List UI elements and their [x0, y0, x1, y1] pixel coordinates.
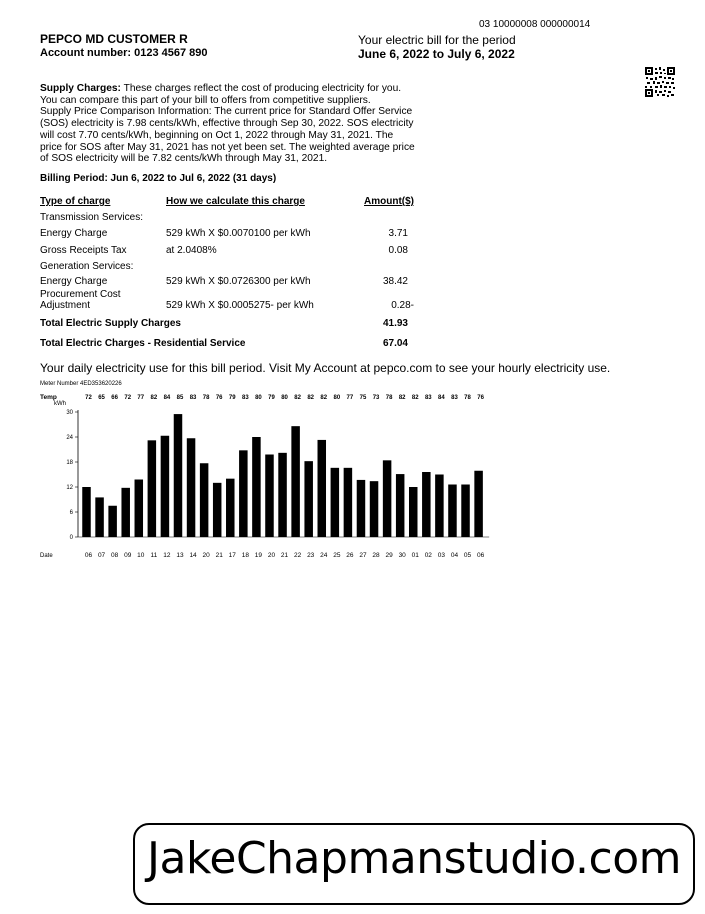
- temp-value: 83: [189, 395, 197, 401]
- supply-charges-text: [40, 83, 418, 165]
- y-tick-label: 18: [66, 460, 73, 466]
- total-charges-amount: 67.04: [382, 338, 408, 349]
- temp-value: 76: [477, 395, 484, 401]
- watermark-banner: [133, 823, 695, 905]
- usage-bar: [95, 497, 104, 537]
- temp-value: 78: [202, 395, 210, 401]
- date-tick-label: 21: [280, 552, 289, 559]
- date-tick-label: 08: [111, 552, 119, 559]
- date-tick-label: 21: [215, 552, 223, 559]
- date-tick-label: 18: [241, 552, 249, 559]
- y-tick-label: 30: [66, 410, 73, 416]
- date-tick-label: 11: [150, 552, 158, 559]
- temp-value: 83: [424, 395, 432, 401]
- date-tick-label: 07: [97, 552, 106, 559]
- total-supply-amount: 41.93: [382, 318, 408, 329]
- date-tick-label: 19: [254, 552, 263, 559]
- y-tick-label: 12: [66, 485, 73, 491]
- usage-bar: [265, 455, 274, 538]
- procurement-desc-line2: Adjustment: [40, 300, 91, 311]
- usage-bar: [435, 475, 444, 538]
- usage-bar: [448, 485, 457, 538]
- date-tick-label: 25: [333, 552, 341, 559]
- temp-value: 72: [85, 395, 92, 401]
- temp-value: 72: [124, 395, 132, 401]
- gross-receipts-amount: 0.08: [388, 245, 408, 256]
- date-tick-label: 28: [372, 552, 380, 559]
- usage-bar: [370, 481, 379, 537]
- temp-value: 65: [98, 395, 105, 401]
- temp-value: 82: [294, 395, 301, 401]
- usage-bar: [82, 487, 91, 537]
- watermark-text: JakeChapmanstudio.com: [147, 833, 681, 884]
- temp-value: 77: [137, 395, 145, 401]
- date-tick-label: 17: [228, 552, 236, 559]
- date-tick-label: 26: [346, 552, 354, 559]
- temp-value: 83: [241, 395, 249, 401]
- date-tick-label: 10: [137, 552, 145, 559]
- usage-bar: [148, 440, 157, 537]
- date-tick-label: 05: [463, 552, 472, 559]
- generation-energy-desc: Energy Charge: [40, 276, 108, 287]
- y-tick-label: 24: [66, 435, 73, 441]
- total-supply-label: Total Electric Supply Charges: [40, 318, 181, 329]
- date-tick-label: 14: [189, 552, 197, 559]
- usage-bar: [252, 437, 261, 537]
- temp-value: 75: [359, 395, 367, 401]
- date-tick-label: 20: [267, 552, 276, 559]
- header-how-calculated: How we calculate this charge: [166, 196, 305, 207]
- date-tick-label: 12: [163, 552, 171, 559]
- date-tick-label: 06: [476, 552, 485, 559]
- usage-bar: [318, 440, 327, 537]
- date-tick-label: 20: [202, 552, 210, 559]
- temp-value: 79: [268, 395, 275, 401]
- temp-value: 73: [372, 395, 380, 401]
- date-tick-label: 30: [398, 552, 406, 559]
- usage-bar: [200, 463, 209, 537]
- usage-bar: [135, 480, 144, 538]
- temp-value: 79: [228, 395, 236, 401]
- usage-bar: [331, 468, 340, 537]
- customer-name: PEPCO MD CUSTOMER R: [40, 32, 188, 46]
- usage-bar: [239, 450, 248, 537]
- temp-value: 76: [215, 395, 223, 401]
- date-tick-label: 23: [307, 552, 315, 559]
- generation-energy-amount: 38.42: [382, 276, 408, 287]
- usage-bar: [213, 483, 222, 537]
- date-axis-label: Date: [40, 553, 53, 559]
- kwh-axis-label: kWh: [54, 401, 66, 407]
- date-tick-label: 24: [320, 552, 328, 559]
- date-tick-label: 03: [437, 552, 446, 559]
- usage-bar: [409, 487, 418, 537]
- header-amount: Amount($): [364, 196, 414, 207]
- temp-value: 82: [307, 395, 315, 401]
- usage-bar: [226, 479, 235, 537]
- temp-value: 82: [411, 395, 419, 401]
- temp-value: 82: [150, 395, 158, 401]
- y-tick-label: 6: [69, 510, 73, 516]
- usage-bar: [108, 506, 117, 537]
- usage-bar: [187, 438, 196, 537]
- date-tick-label: 22: [294, 552, 302, 559]
- usage-bar: [344, 468, 353, 537]
- temp-value: 78: [464, 395, 471, 401]
- energy-charge-amount: 3.71: [388, 228, 408, 239]
- energy-charge-calc: 529 kWh X $0.0070100 per kWh: [166, 228, 311, 239]
- date-tick-label: 09: [124, 552, 132, 559]
- qr-code-icon: [645, 67, 675, 97]
- procurement-calc: 529 kWh X $0.0005275- per kWh: [166, 300, 314, 311]
- supply-line-1: These charges reflect the cost of producing electricity for you.: [123, 83, 402, 94]
- usage-bar: [121, 488, 129, 537]
- temp-value: 82: [398, 395, 406, 401]
- period-label: Your electric bill for the period: [358, 33, 516, 47]
- energy-charge-desc: Energy Charge: [40, 228, 108, 239]
- supply-heading: Supply Charges:: [40, 83, 121, 94]
- usage-bar: [304, 461, 313, 537]
- temp-value: 66: [111, 395, 118, 401]
- header-type-of-charge: Type of charge: [40, 196, 111, 207]
- generation-energy-calc: 529 kWh X $0.0726300 per kWh: [166, 276, 311, 287]
- usage-bar: [291, 426, 300, 537]
- account-number: Account number: 0123 4567 890: [40, 47, 208, 59]
- temp-value: 80: [333, 395, 341, 401]
- billing-period: Billing Period: Jun 6, 2022 to Jul 6, 2022 (31 days): [40, 173, 277, 184]
- date-tick-label: 01: [411, 552, 419, 559]
- procurement-desc-line1: Procurement Cost: [40, 289, 121, 300]
- temp-value: 80: [281, 395, 288, 401]
- date-tick-label: 13: [176, 552, 184, 559]
- gross-receipts-calc: at 2.0408%: [166, 245, 217, 256]
- usage-bar: [161, 436, 170, 537]
- date-tick-label: 02: [424, 552, 432, 559]
- meter-number: Meter Number 4ED353620226: [40, 381, 122, 387]
- total-charges-label: Total Electric Charges - Residential Service: [40, 338, 246, 349]
- usage-bar: [461, 485, 470, 538]
- temp-value: 84: [438, 395, 445, 401]
- supply-line-2: You can compare this part of your bill to offers from competitive suppliers.: [40, 94, 371, 106]
- temp-value: 77: [346, 395, 354, 401]
- temp-value: 80: [255, 395, 262, 401]
- date-tick-label: 06: [84, 552, 93, 559]
- usage-bar: [422, 472, 431, 537]
- supply-price-comparison: Supply Price Comparison Information: The current price for Standard Offer Service (SOS) electricity is 7.98 cents/kWh, effective through Sep 30, 2022. SOS electricity will cost 7.70 cents/kWh, beginning on Oct 1, 2022 through May 31, 2021. The price for SOS after May 31, 2021 has not yet been set. The weighted average price of SOS electricity will be 7.82 cents/kWh through May 31, 2021.: [40, 106, 415, 165]
- usage-bar: [174, 414, 183, 537]
- usage-bar: [278, 453, 287, 537]
- temp-value: 83: [451, 395, 458, 401]
- document-code: 03 10000008 000000014: [479, 19, 591, 30]
- y-tick-label: 0: [69, 535, 73, 541]
- generation-services-label: Generation Services:: [40, 261, 134, 272]
- temp-value: 82: [320, 395, 328, 401]
- date-tick-label: 29: [385, 552, 393, 559]
- usage-bar: [357, 480, 366, 537]
- temp-value: 78: [385, 395, 393, 401]
- transmission-services-label: Transmission Services:: [40, 212, 143, 223]
- usage-bar: [474, 471, 483, 537]
- period-dates: June 6, 2022 to July 6, 2022: [358, 47, 515, 61]
- usage-bar: [383, 460, 392, 537]
- temp-label: Temp: [40, 394, 57, 401]
- daily-usage-chart: [0, 380, 705, 570]
- temp-value: 85: [176, 395, 184, 401]
- daily-use-text: Your daily electricity use for this bill period. Visit My Account at pepco.com to see your hourly electricity use.: [40, 361, 611, 375]
- temp-value: 84: [163, 395, 171, 401]
- usage-bar: [396, 474, 405, 537]
- gross-receipts-desc: Gross Receipts Tax: [40, 245, 127, 256]
- date-tick-label: 04: [450, 552, 459, 559]
- procurement-amount: 0.28-: [391, 300, 414, 311]
- date-tick-label: 27: [359, 552, 367, 559]
